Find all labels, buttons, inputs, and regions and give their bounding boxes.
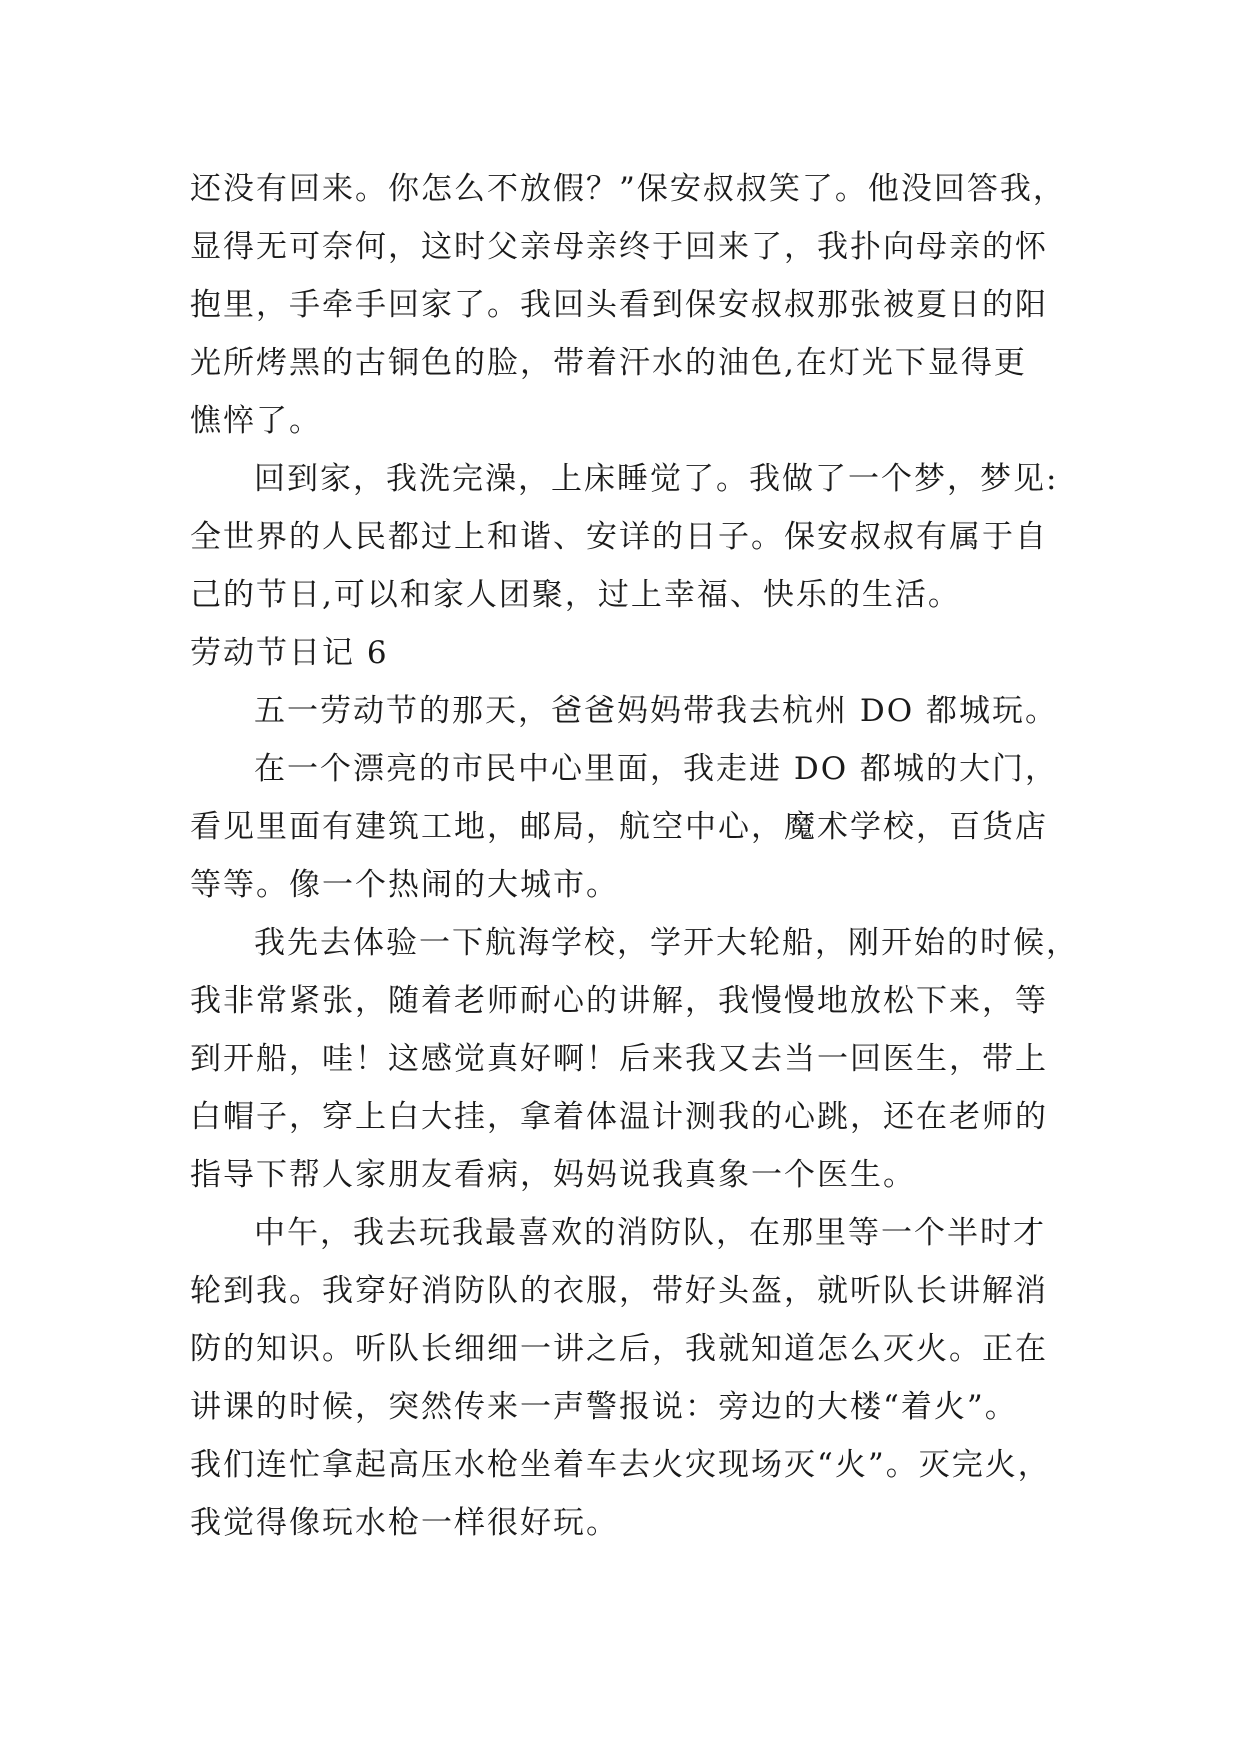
text-line: 轮到我。我穿好消防队的衣服，带好头盔，就听队长讲解消 (190, 1273, 1048, 1309)
text-line: 我先去体验一下航海学校，学开大轮船，刚开始的时候， (254, 925, 1079, 961)
document-body (190, 160, 1079, 1552)
text-line: 光所烤黑的古铜色的脸，带着汗水的油色,在灯光下显得更 (190, 345, 1027, 381)
text-line: 回到家，我洗完澡，上床睡觉了。我做了一个梦，梦见: (254, 461, 1059, 497)
text-line: 指导下帮人家朋友看病，妈妈说我真象一个医生。 (190, 1157, 916, 1193)
text-line: 全世界的人民都过上和谐、安详的日子。保安叔叔有属于自 (190, 519, 1048, 555)
text-line: 抱里，手牵手回家了。我回头看到保安叔叔那张被夏日的阳 (190, 287, 1048, 323)
text-line: 五一劳动节的那天，爸爸妈妈带我去杭州 DO 都城玩。 (254, 693, 1058, 729)
text-line: 中午，我去玩我最喜欢的消防队，在那里等一个半时才 (254, 1215, 1046, 1251)
text-line: 看见里面有建筑工地，邮局，航空中心，魔术学校，百货店 (190, 809, 1048, 845)
text-line: 防的知识。听队长细细一讲之后，我就知道怎么灭火。正在 (190, 1331, 1048, 1367)
text-line: 等等。像一个热闹的大城市。 (190, 867, 619, 903)
text-line: 我们连忙拿起高压水枪坐着车去火灾现场灭“火”。灭完火， (190, 1447, 1051, 1483)
text-line: 白帽子，穿上白大挂，拿着体温计测我的心跳，还在老师的 (190, 1099, 1048, 1135)
text-line: 讲课的时候，突然传来一声警报说：旁边的大楼“着火”。 (190, 1389, 1018, 1425)
text-line: 显得无可奈何，这时父亲母亲终于回来了，我扑向母亲的怀 (190, 229, 1048, 265)
text-line: 我非常紧张，随着老师耐心的讲解，我慢慢地放松下来，等 (190, 983, 1048, 1019)
text-line: 憔悴了。 (190, 403, 322, 439)
text-line: 劳动节日记 6 (190, 635, 389, 671)
text-line: 在一个漂亮的市民中心里面，我走进 DO 都城的大门， (254, 751, 1058, 787)
text-line: 还没有回来。你怎么不放假？”保安叔叔笑了。他没回答我， (190, 171, 1066, 207)
text-line: 我觉得像玩水枪一样很好玩。 (190, 1505, 619, 1541)
text-line: 己的节日,可以和家人团聚，过上幸福、快乐的生活。 (190, 577, 961, 613)
text-line: 到开船，哇！这感觉真好啊！后来我又去当一回医生，带上 (190, 1041, 1048, 1077)
